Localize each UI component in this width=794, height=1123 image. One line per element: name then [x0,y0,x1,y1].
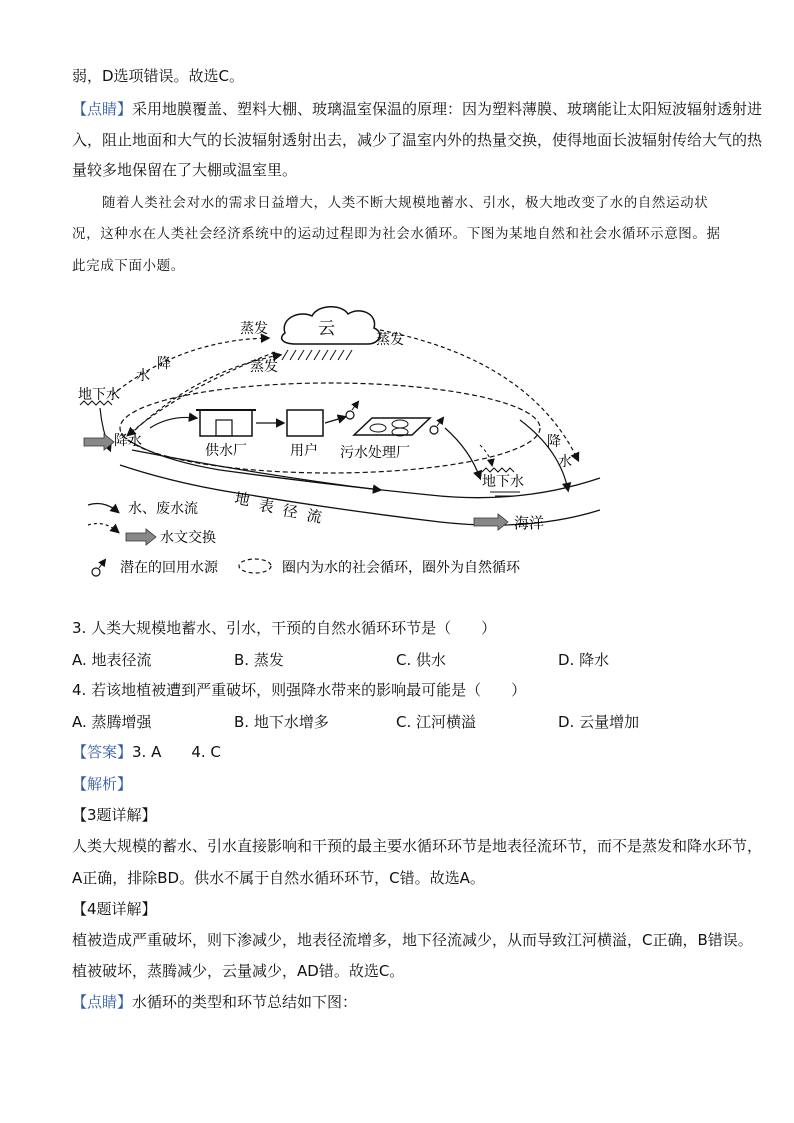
q3-option-d[interactable]: D. 降水 [558,651,610,669]
groundwater-right-icon [482,468,514,472]
answer-tag: 【答案】 [72,743,133,761]
legend-circle-label: 圈内为水的社会循环，圈外为自然循环 [282,560,520,576]
groundwater-right-label: 地下水 [482,474,524,490]
q3-option-c[interactable]: C. 供水 [396,651,447,669]
q3-stem: 3. 人类大规模地蓄水、引水，干预的自然水循环环节是（ ） [72,619,497,637]
tip1-line2: 入，阻止地面和大气的长波辐射透射出去，减少了温室内外的热量交换，使得地面长波辐射传给大气的热 [72,131,763,149]
runoff-char-2: 表 [257,496,276,517]
runoff-char-1: 地 [233,489,252,510]
tip1-text1: 采用地膜覆盖、塑料大棚、玻璃温室保温的原理：因为塑料薄膜、玻璃能让太阳短波辐射透射进 [132,100,763,118]
answer-line [72,742,221,762]
detail3-line2: A正确，排除BD。供水不属于自然水循环环节，C错。故选A。 [72,869,485,887]
detail4-tag: 【4题详解】 [72,900,157,918]
user-label: 用户 [290,443,318,459]
legend-circle-icon [239,559,271,573]
tip1-line3: 量较多地保留在了大棚或温室里。 [72,161,298,179]
groundwater-left-label: 地下水 [78,387,120,403]
precip-right-1: 降 [547,434,561,450]
detail3-line1: 人类大规模的蓄水、引水直接影响和干预的最主要水循环环节是地表径流环节，而不是蒸发和降水环节， [72,837,763,855]
detail4-line1: 植被造成严重破坏，则下渗减少，地表径流增多，地下径流减少，从而导致江河横溢，C正确，B错误。 [72,931,753,949]
tip1-line1 [72,99,762,119]
legend-reuse-icon [92,568,100,576]
tip2-tag: 【点睛】 [72,993,133,1011]
passage-line3: 此完成下面小题。 [72,258,185,274]
cloud-label: 云 [318,319,335,339]
sewage-plant-label: 污水处理厂 [340,445,410,461]
ocean-arrow [474,514,508,530]
top-line: 弱，D选项错误。故选C。 [72,67,245,85]
tip2-text: 水循环的类型和环节总结如下图： [132,993,358,1011]
water-cycle-diagram [0,300,794,590]
tip2-line [72,992,357,1012]
detail3-tag: 【3题详解】 [72,806,157,824]
legend-hydro-icon [126,529,156,545]
user-box [287,410,323,436]
precip-top-1: 水 [136,368,150,384]
legend-dash-icon [88,524,118,532]
detail4-line2: 植被破坏，蒸腾减少，云量减少，AD错。故选C。 [72,962,405,980]
passage-line1: 随着人类社会对水的需求日益增大，人类不断大规模地蓄水、引水，极大地改变了水的自然运动状 [102,195,709,211]
water-plant-label: 供水厂 [205,443,247,459]
q3-option-a[interactable]: A. 地表径流 [72,651,152,669]
precip-left-label: 降水 [114,433,142,449]
q4-option-d[interactable]: D. 云量增加 [558,713,640,731]
water-plant-icon [200,410,252,436]
q4-option-b[interactable]: B. 地下水增多 [234,713,329,731]
analysis-tag: 【解析】 [72,775,133,793]
precip-top-2: 降 [157,356,171,372]
ocean-label: 海洋 [514,514,545,532]
answer-text: 3. A 4. C [132,743,221,761]
legend-flow-icon [88,504,118,512]
evap-mid-label: 蒸发 [250,359,278,375]
q3-option-b[interactable]: B. 蒸发 [234,651,284,669]
rain-icon [282,350,352,360]
reuse-icon-2 [430,426,438,434]
legend-flow-label: 水、废水流 [128,501,198,517]
q4-option-a[interactable]: A. 蒸腾增强 [72,713,152,731]
tip1-tag: 【点睛】 [72,100,133,118]
evap-right-label: 蒸发 [376,332,404,348]
precip-right-2: 水 [558,454,572,470]
legend-hydro-label: 水文交换 [160,530,216,546]
runoff-char-4: 流 [305,506,324,527]
q4-option-c[interactable]: C. 江河横溢 [396,713,477,731]
runoff-char-3: 径 [281,501,300,522]
evap-left-label: 蒸发 [240,321,268,337]
reuse-icon-1 [346,411,354,419]
passage-line2: 况，这种水在人类社会经济系统中的运动过程即为社会水循环。下图为某地自然和社会水循环示意图。据 [72,226,721,242]
q4-stem: 4. 若该地植被遭到严重破坏，则强降水带来的影响最可能是（ ） [72,681,527,699]
legend-reuse-label: 潜在的回用水源 [120,560,218,576]
